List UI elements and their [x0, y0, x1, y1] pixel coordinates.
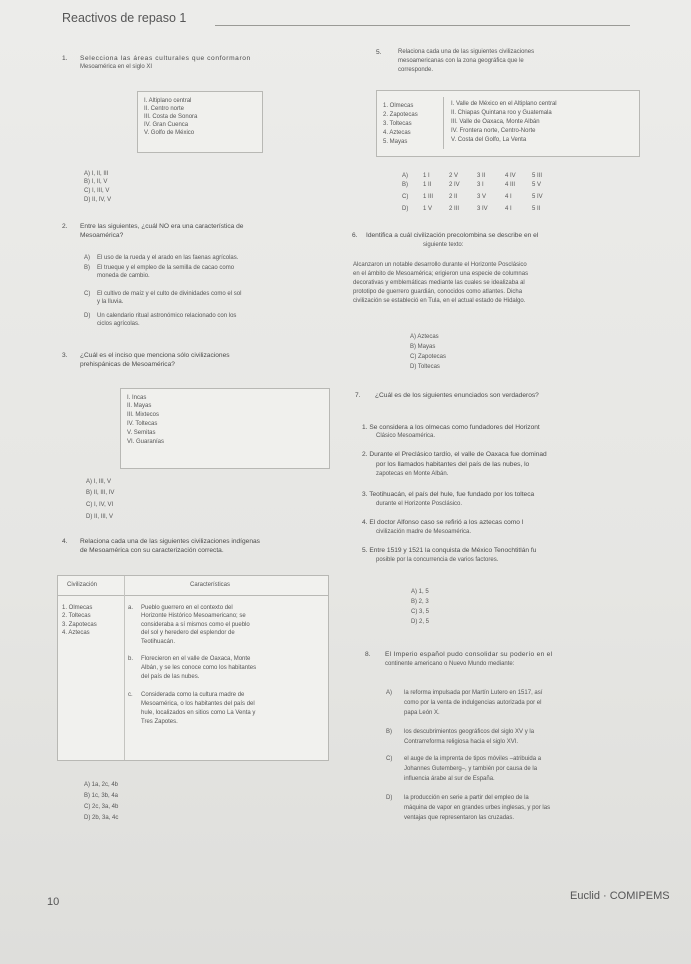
q8-option-c-text[interactable]: Johannes Gutemberg–, y también por causa de la: [404, 766, 538, 772]
q4-number: 4.: [62, 538, 68, 545]
q5-option-d-v[interactable]: 1 V: [423, 206, 433, 212]
q3-item: VI. Guaranías: [127, 439, 165, 445]
q1-option-c[interactable]: C) I, III, V: [84, 188, 110, 194]
q4-char-label: c.: [128, 692, 133, 698]
page-number: 10: [47, 896, 60, 908]
q7-stem: ¿Cuál es de los siguientes enunciados son verdaderos?: [375, 392, 539, 399]
q4-civ: 4. Aztecas: [62, 630, 90, 636]
q5-option-b-v[interactable]: 5 V: [532, 182, 542, 188]
q5-civ: 4. Aztecas: [383, 130, 411, 136]
q2-stem-line1: Entre las siguientes, ¿cuál NO era una característica de: [80, 223, 244, 230]
q8-option-a-text[interactable]: papa León X.: [404, 710, 440, 716]
q6-text-line: civilización se estableció en Tula, en el actual estado de Hidalgo.: [353, 298, 526, 304]
q8-option-c-text[interactable]: el auge de la imprenta de tipos móviles –atribuida a: [404, 756, 542, 762]
q8-number: 8.: [365, 651, 371, 658]
q4-col-header-civ: Civilización: [67, 582, 98, 588]
q7-number: 7.: [355, 392, 361, 399]
q2-option-a-text[interactable]: El uso de la rueda y el arado en las faenas agrícolas.: [97, 255, 239, 261]
q8-option-d-label[interactable]: D): [386, 795, 393, 801]
q3-item: II. Mayas: [127, 403, 152, 409]
q5-option-b-v[interactable]: 4 III: [505, 182, 516, 188]
q5-option-b-v[interactable]: 2 IV: [449, 182, 460, 188]
q1-option-d[interactable]: D) II, IV, V: [84, 197, 112, 203]
q5-option-c-v[interactable]: 1 III: [423, 194, 434, 200]
q5-zone: IV. Frontera norte, Centro-Norte: [451, 128, 536, 134]
q3-stem-line2: prehispánicas de Mesoamérica?: [80, 361, 175, 368]
q8-stem-line2: continente americano o Nuevo Mundo mediante:: [385, 661, 515, 667]
q5-option-d-v[interactable]: 4 I: [505, 206, 512, 212]
q5-option-b-v[interactable]: 3 I: [477, 182, 484, 188]
q8-option-b-label[interactable]: B): [386, 729, 392, 735]
q5-zone: III. Valle de Oaxaca, Monte Albán: [451, 119, 540, 125]
q6-option-d[interactable]: D) Toltecas: [410, 364, 440, 370]
q3-option-b[interactable]: B) II, III, IV: [86, 490, 115, 496]
q4-char-line: del sol y heredero del esplendor de: [141, 630, 235, 636]
q1-option-a[interactable]: A) I, II, III: [84, 171, 109, 177]
title-rule: [215, 25, 630, 26]
q6-text-line: Alcanzaron un notable desarrollo durante el Horizonte Posclásico: [353, 262, 527, 268]
q4-option-d[interactable]: D) 2b, 3a, 4c: [84, 815, 119, 821]
q1-stem-line1: Selecciona las áreas culturales que conformaron: [80, 55, 251, 62]
q7-item-line: zapotecas en Monte Albán.: [376, 471, 449, 477]
q2-option-d-label[interactable]: D): [84, 313, 91, 319]
q7-option-b[interactable]: B) 2, 3: [411, 599, 429, 605]
q5-option-a-v[interactable]: 4 IV: [505, 173, 516, 179]
q8-option-c-label[interactable]: C): [386, 756, 393, 762]
q7-option-d[interactable]: D) 2, 5: [411, 619, 430, 625]
q2-option-d-text[interactable]: Un calendario ritual astronómico relacionado con los: [97, 313, 237, 319]
q6-text-line: prototipo de guerrero guardián, conocidos como atlantes. Dicha: [353, 289, 523, 295]
q2-option-d-text[interactable]: ciclos agrícolas.: [97, 321, 140, 327]
q5-option-c-v[interactable]: 2 II: [449, 194, 458, 200]
q4-char-label: b.: [128, 656, 134, 662]
q5-option-d-v[interactable]: 3 IV: [477, 206, 488, 212]
q5-option-c-label[interactable]: C): [402, 194, 409, 200]
q5-number: 5.: [376, 49, 382, 56]
q4-table-col-rule: [124, 576, 125, 760]
q7-item-line: 3. Teotihuacán, el país del hule, fue fundado por los tolteca: [362, 491, 535, 498]
q4-option-b[interactable]: B) 1c, 3b, 4a: [84, 793, 119, 799]
q4-char-label: a.: [128, 605, 134, 611]
q7-item-line: 2. Durante el Preclásico tardío, el valle de Oaxaca fue dominad: [362, 451, 547, 458]
q7-item-line: Clásico Mesoamérica.: [376, 433, 436, 439]
q6-option-c[interactable]: C) Zapotecas: [410, 354, 447, 360]
q6-stem-line2: siguiente texto:: [423, 242, 464, 248]
q5-civ: 1. Olmecas: [383, 103, 414, 109]
q5-option-b-v[interactable]: 1 II: [423, 182, 432, 188]
q3-civs-box: [120, 388, 330, 469]
q7-item-line: durante el Horizonte Posclásico.: [376, 501, 463, 507]
q5-stem-line3: corresponde.: [398, 67, 434, 73]
q7-item-line: 5. Entre 1519 y 1521 la conquista de México Tenochtitlán fu: [362, 547, 537, 554]
q8-stem-line1: El Imperio español pudo consolidar su poderío en el: [385, 651, 553, 658]
q3-option-c[interactable]: C) I, IV, VI: [86, 502, 114, 508]
q5-civ: 2. Zapotecas: [383, 112, 418, 118]
q4-char-line: Considerada como la cultura madre de: [141, 692, 245, 698]
q5-option-c-v[interactable]: 3 V: [477, 194, 487, 200]
q2-option-c-text[interactable]: y la lluvia.: [97, 299, 124, 305]
q5-option-c-v[interactable]: 5 IV: [532, 194, 543, 200]
q5-option-a-v[interactable]: 3 II: [477, 173, 486, 179]
q4-char-line: consideraba a sí mismos como el pueblo: [141, 622, 250, 628]
q8-option-a-text[interactable]: la reforma impulsada por Martín Lutero en 1517, así: [404, 690, 543, 696]
q5-option-a-v[interactable]: 1 I: [423, 173, 430, 179]
q5-civ: 5. Mayas: [383, 139, 408, 145]
q5-option-d-v[interactable]: 5 II: [532, 206, 541, 212]
q2-number: 2.: [62, 223, 68, 230]
q8-option-d-text[interactable]: máquina de vapor en grandes urbes inglesas, y por las: [404, 805, 551, 811]
q4-civ: 1. Olmecas: [62, 605, 93, 611]
q5-match-box: [376, 90, 640, 157]
q8-option-a-text[interactable]: como por la venta de indulgencias autorizada por el: [404, 700, 542, 706]
q5-option-c-v[interactable]: 4 I: [505, 194, 512, 200]
q3-item: III. Mixtecos: [127, 412, 160, 418]
q5-zone: II. Chiapas Quintana roo y Guatemala: [451, 110, 552, 116]
q8-option-a-label[interactable]: A): [386, 690, 392, 696]
q4-civ: 2. Toltecas: [62, 613, 91, 619]
q4-civ: 3. Zapotecas: [62, 622, 97, 628]
q1-item: III. Costa de Sonora: [144, 114, 198, 120]
q1-option-b[interactable]: B) I, II, V: [84, 179, 108, 185]
q1-item: I. Altiplano central: [144, 98, 192, 104]
q7-option-a[interactable]: A) 1, 5: [411, 589, 429, 595]
q1-item: II. Centro norte: [144, 106, 185, 112]
q4-char-line: Florecieron en el valle de Oaxaca, Monte: [141, 656, 251, 662]
q2-option-c-text[interactable]: El cultivo de maíz y el culto de divinidades como el sol: [97, 291, 242, 297]
q6-option-b[interactable]: B) Mayas: [410, 344, 436, 350]
q6-text-line: decorativas y emblemáticas mediante las cuales se idealizaba al: [353, 280, 525, 286]
q6-text-line: en el ámbito de Mesoamérica; erigieron una especie de columnas: [353, 271, 529, 277]
page-title: Reactivos de repaso 1: [62, 11, 187, 25]
q4-char-line: Albán, y se les conoce como los habitantes: [141, 665, 257, 671]
q1-stem-line2: Mesoamérica en el siglo XI: [80, 64, 153, 70]
q7-item-line: 4. El doctor Alfonso caso se refirió a los aztecas como l: [362, 519, 524, 526]
q1-areas-box: [137, 91, 263, 153]
q6-option-a[interactable]: A) Aztecas: [410, 334, 439, 340]
q8-option-b-text[interactable]: Contrarreforma religiosa hacia el siglo XVI.: [404, 739, 519, 745]
q4-stem-line2: de Mesoamérica con su caracterización correcta.: [80, 547, 224, 554]
q2-option-b-label[interactable]: B): [84, 265, 90, 271]
q1-item: V. Golfo de México: [144, 130, 195, 136]
q1-number: 1.: [62, 55, 68, 62]
q5-zone: V. Costa del Golfo, La Venta: [451, 137, 527, 143]
q5-stem-line1: Relaciona cada una de las siguientes civilizaciones: [398, 49, 535, 55]
q7-item-line: civilización madre de Mesoamérica.: [376, 529, 472, 535]
q3-option-a[interactable]: A) I, III, V: [86, 479, 112, 485]
q2-option-a-label[interactable]: A): [84, 255, 90, 261]
q4-char-line: Teotihuacán.: [141, 639, 176, 645]
q3-item: IV. Toltecas: [127, 421, 158, 427]
q4-stem-line1: Relaciona cada una de las siguientes civilizaciones indígenas: [80, 538, 260, 545]
q3-item: I. Incas: [127, 395, 147, 401]
q2-option-b-text[interactable]: moneda de cambio.: [97, 273, 150, 279]
q4-char-line: Tres Zapotes.: [141, 719, 178, 725]
q2-stem-line2: Mesoamérica?: [80, 232, 124, 239]
q4-col-header-char: Características: [190, 582, 231, 588]
q8-option-c-text[interactable]: influencia árabe al sur de España.: [404, 776, 495, 782]
q4-option-a[interactable]: A) 1a, 2c, 4b: [84, 782, 119, 788]
q7-option-c[interactable]: C) 3, 5: [411, 609, 430, 615]
q5-option-a-v[interactable]: 5 III: [532, 173, 543, 179]
q5-zone: I. Valle de México en el Altiplano central: [451, 101, 557, 107]
q8-option-b-text[interactable]: los descubrimientos geográficos del siglo XV y la: [404, 729, 535, 735]
q5-option-d-label[interactable]: D): [402, 206, 409, 212]
q5-stem-line2: mesoamericanas con la zona geográfica que le: [398, 58, 524, 64]
q1-item: IV. Gran Cuenca: [144, 122, 189, 128]
q4-table-header-rule: [58, 595, 328, 596]
q6-number: 6.: [352, 232, 358, 239]
q3-item: V. Semitas: [127, 430, 156, 436]
q6-stem-line1: Identifica a cuál civilización precolombina se describe en el: [366, 232, 539, 239]
q5-option-a-v[interactable]: 2 V: [449, 173, 459, 179]
q5-option-d-v[interactable]: 2 III: [449, 206, 460, 212]
q2-option-c-label[interactable]: C): [84, 291, 91, 297]
q5-option-b-label[interactable]: B): [402, 182, 408, 188]
q2-option-b-text[interactable]: El trueque y el empleo de la semilla de cacao como: [97, 265, 235, 271]
q4-char-line: del país de las nubes.: [141, 674, 200, 680]
footer-brand: Euclid · COMIPEMS: [570, 890, 670, 902]
q5-option-a-label[interactable]: A): [402, 173, 408, 179]
q4-char-line: Mesoamérica, o los habitantes del país del: [141, 701, 255, 707]
q4-table: [57, 575, 329, 761]
q5-box-divider: [443, 97, 444, 149]
q4-char-line: Pueblo guerrero en el contexto del: [141, 605, 233, 611]
q8-option-d-text[interactable]: ventajas que representaron las cruzadas.: [404, 815, 515, 821]
q5-civ: 3. Toltecas: [383, 121, 412, 127]
q7-item-line: por los llamados habitantes del país de las nubes, lo: [376, 461, 530, 468]
q3-stem-line1: ¿Cuál es el inciso que menciona sólo civilizaciones: [80, 352, 230, 359]
q7-item-line: posible por la concurrencia de varios factores.: [376, 557, 499, 563]
q8-option-d-text[interactable]: la producción en serie a partir del empleo de la: [404, 795, 529, 801]
q7-item-line: 1. Se considera a los olmecas como fundadores del Horizont: [362, 424, 540, 431]
q3-option-d[interactable]: D) II, III, V: [86, 514, 114, 520]
q4-option-c[interactable]: C) 2c, 3a, 4b: [84, 804, 119, 810]
q4-char-line: hule, localizados en sitios como La Venta y: [141, 710, 256, 716]
q4-char-line: Horizonte Histórico Mesoamericano; se: [141, 613, 246, 619]
q3-number: 3.: [62, 352, 68, 359]
